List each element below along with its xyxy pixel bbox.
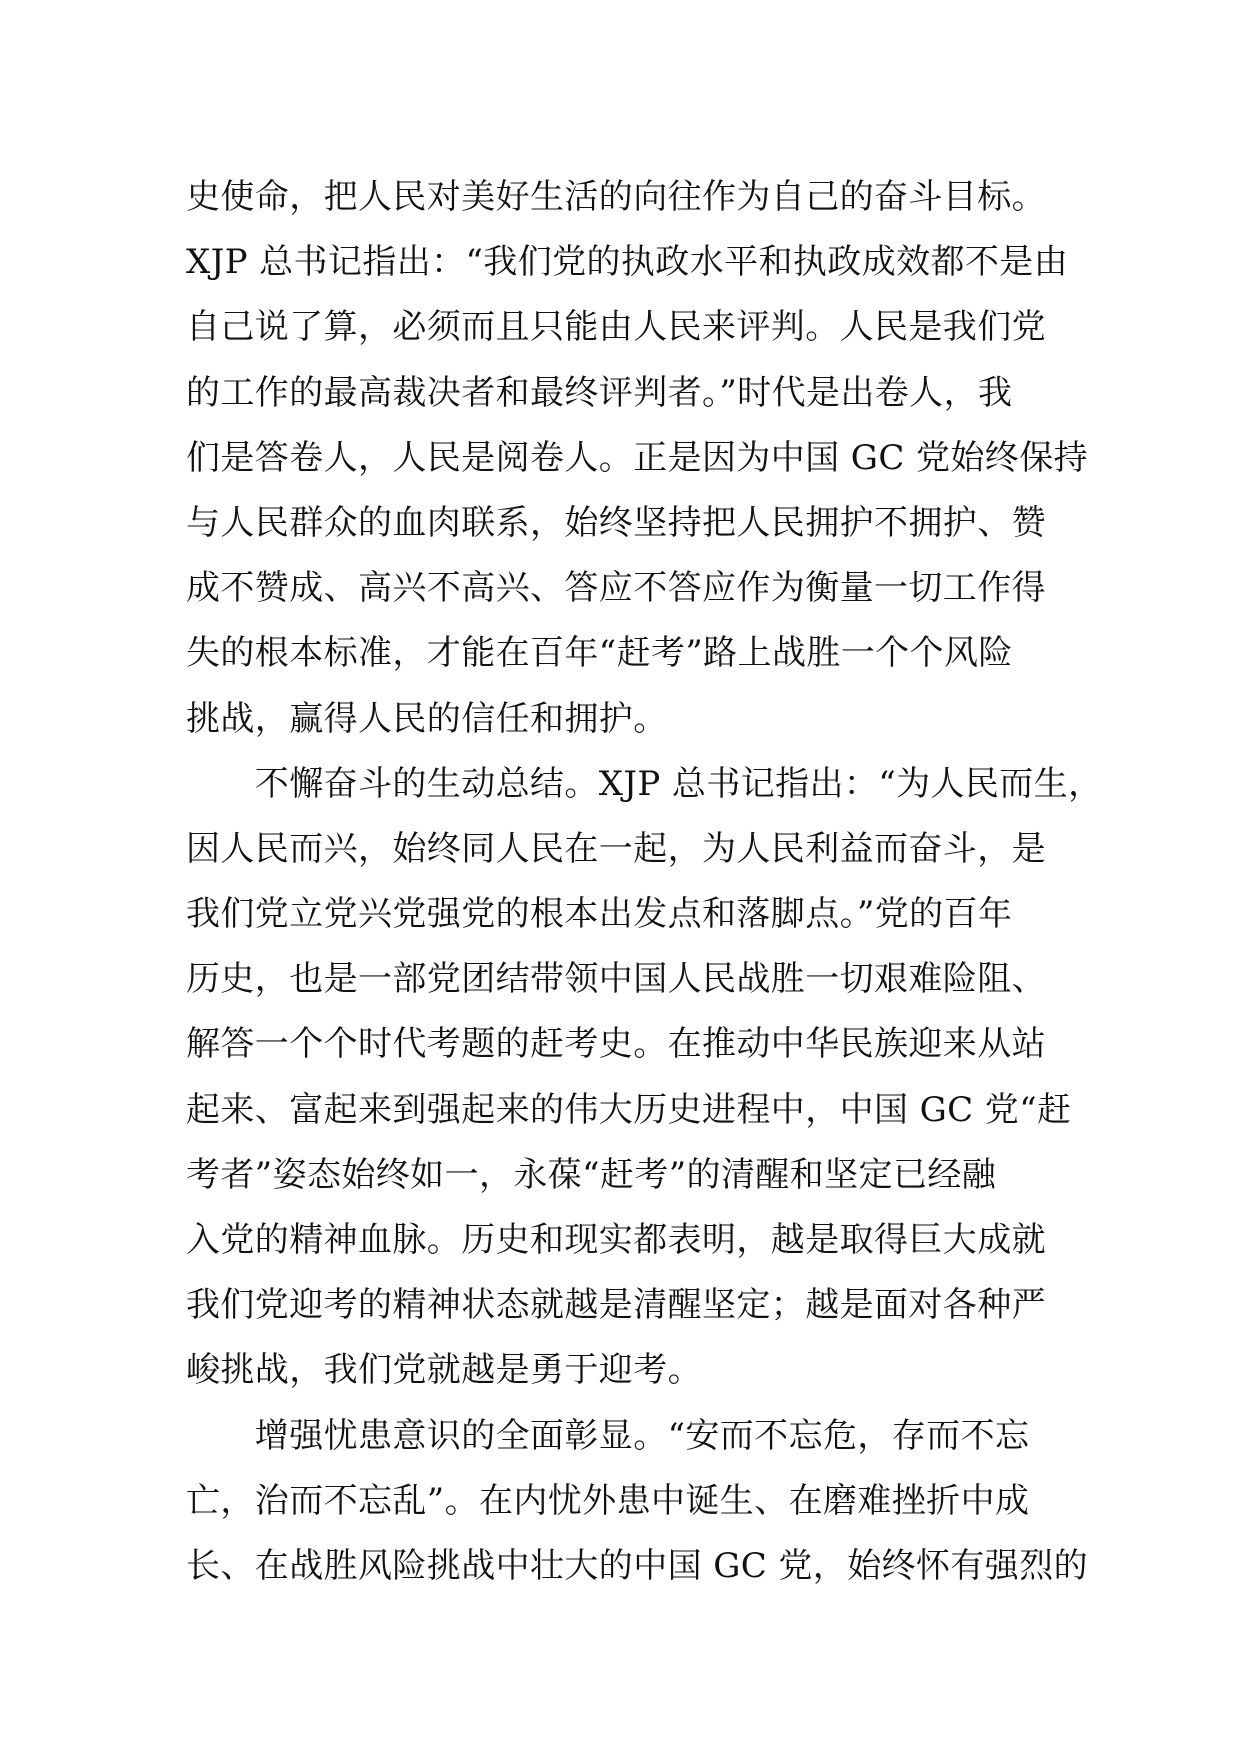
text-line: 自己说了算，必须而且只能由人民来评判。人民是我们党 xyxy=(186,307,1046,348)
text-line: 增强忧患意识的全面彰显。“安而不忘危，存而不忘 xyxy=(186,1415,1030,1456)
text-line: 史使命，把人民对美好生活的向往作为自己的奋斗目标。 xyxy=(186,177,1046,217)
body-text xyxy=(186,165,1103,1599)
text-line: 我们党立党兴党强党的根本出发点和落脚点。”党的百年 xyxy=(186,894,1013,935)
text-line: 峻挑战，我们党就越是勇于迎考。 xyxy=(186,1350,702,1391)
text-line: 入党的精神血脉。历史和现实都表明，越是取得巨大成就 xyxy=(186,1220,1046,1260)
text-line: 们是答卷人，人民是阅卷人。正是因为中国 GC 党始终保持 xyxy=(186,437,1088,478)
text-line: 考者”姿态始终如一，永葆“赶考”的清醒和坚定已经融 xyxy=(186,1154,997,1195)
text-line: 失的根本标准，才能在百年“赶考”路上战胜一个个风险 xyxy=(186,633,1013,674)
text-line: 挑战，赢得人民的信任和拥护。 xyxy=(186,698,668,739)
text-line: 与人民群众的血肉联系，始终坚持把人民拥护不拥护、赞 xyxy=(186,502,1046,543)
text-line: 我们党迎考的精神状态就越是清醒坚定；越是面对各种严 xyxy=(186,1285,1046,1326)
text-line: 亡，治而不忘乱”。在内忧外患中诞生、在磨难挫折中成 xyxy=(186,1480,1030,1521)
text-line: 历史，也是一部党团结带领中国人民战胜一切艰难险阻、 xyxy=(186,959,1046,1000)
text-line: 因人民而兴，始终同人民在一起，为人民利益而奋斗，是 xyxy=(186,828,1046,869)
text-line: 成不赞成、高兴不高兴、答应不答应作为衡量一切工作得 xyxy=(186,568,1046,609)
text-line: 的工作的最高裁决者和最终评判者。”时代是出卷人，我 xyxy=(186,372,1013,413)
text-line: XJP 总书记指出：“我们党的执政水平和执政成效都不是由 xyxy=(186,242,1069,283)
text-line: 起来、富起来到强起来的伟大历史进程中，中国 GC 党“赶 xyxy=(186,1089,1072,1130)
text-line: 不懈奋斗的生动总结。XJP 总书记指出：“为人民而生， xyxy=(186,763,1103,804)
text-line: 解答一个个时代考题的赶考史。在推动中华民族迎来从站 xyxy=(186,1024,1046,1065)
text-line: 长、在战胜风险挑战中壮大的中国 GC 党，始终怀有强烈的 xyxy=(186,1545,1088,1586)
